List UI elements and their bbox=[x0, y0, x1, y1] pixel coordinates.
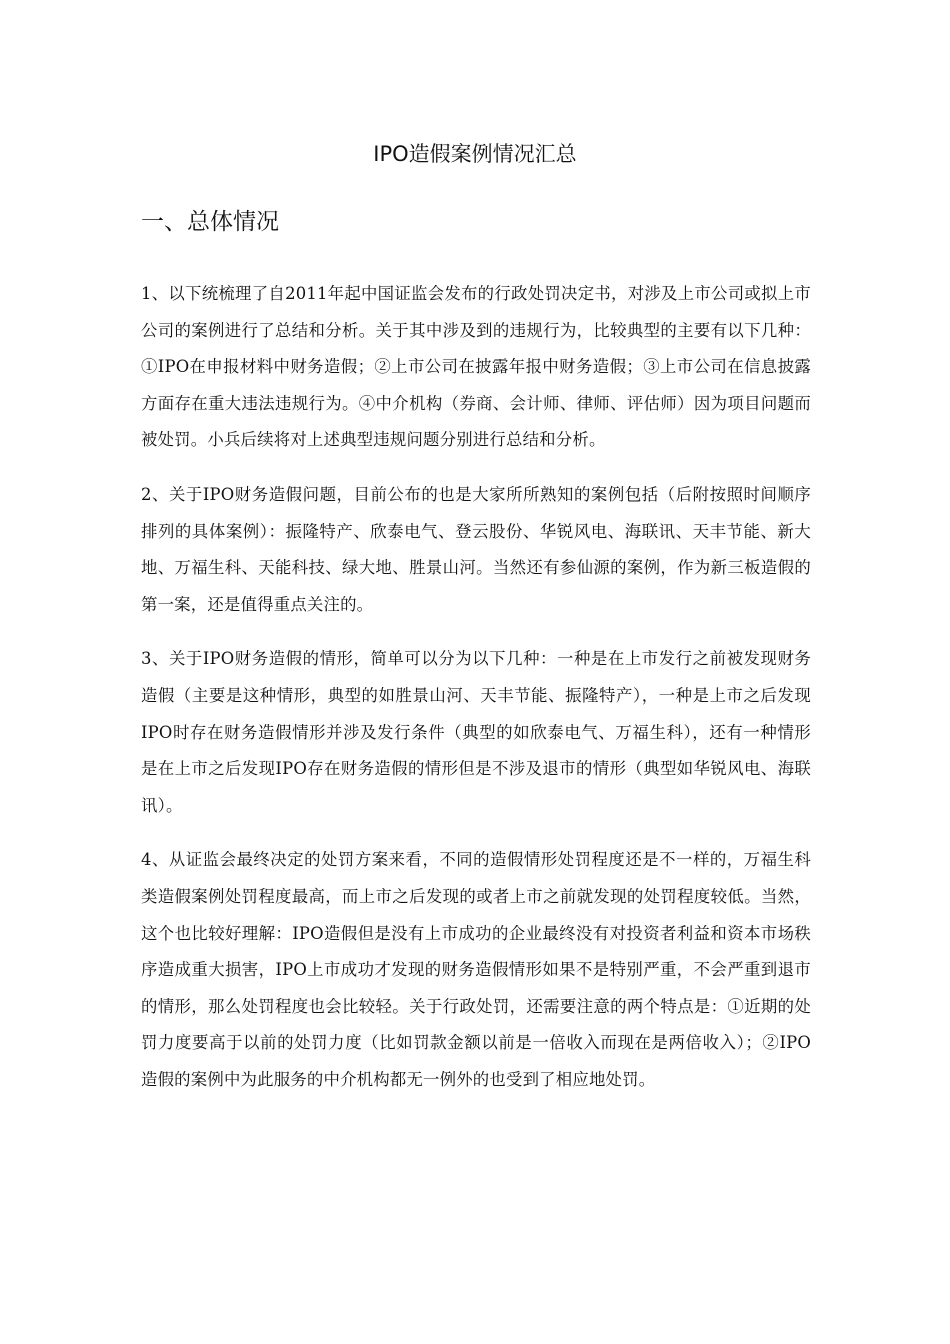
paragraph-4: 4、从证监会最终决定的处罚方案来看，不同的造假情形处罚程度还是不一样的，万福生科类造假案例处罚程度最高，而上市之后发现的或者上市之前就发现的处罚程度较低。当然，这个也比较好理解：IPO造假但是没有上市成功的企业最终没有对投资者利益和资本市场秩序造成重大损害，IPO上市成功才发现的财务造假情形如果不是特别严重，不会严重到退市的情形，那么处罚程度也会比较轻。关于行政处罚，还需要注意的两个特点是：①近期的处罚力度要高于以前的处罚力度（比如罚款金额以前是一倍收入而现在是两倍收入）；②IPO造假的案例中为此服务的中介机构都无一例外的也受到了相应地处罚。 bbox=[141, 850, 811, 1089]
paragraph-2: 2、关于IPO财务造假问题，目前公布的也是大家所所熟知的案例包括（后附按照时间顺序排列的具体案例）：振隆特产、欣泰电气、登云股份、华锐风电、海联讯、天丰节能、新大地、万福生科、天能科技、绿大地、胜景山河。当然还有参仙源的案例，作为新三板造假的第一案，还是值得重点关注的。 bbox=[141, 484, 811, 614]
paragraph-1: 1、以下统梳理了自2011年起中国证监会发布的行政处罚决定书，对涉及上市公司或拟上市公司的案例进行了总结和分析。关于其中涉及到的违规行为，比较典型的主要有以下几种：①IPO在申报材料中财务造假；②上市公司在披露年报中财务造假；③上市公司在信息披露方面存在重大违法违规行为。④中介机构（券商、会计师、律师、评估师）因为项目问题而被处罚。小兵后续将对上述典型违规问题分别进行总结和分析。 bbox=[141, 284, 811, 450]
section-heading: 一、总体情况 bbox=[141, 209, 279, 235]
document-title: IPO造假案例情况汇总 bbox=[373, 142, 577, 166]
paragraph-3: 3、关于IPO财务造假的情形，简单可以分为以下几种：一种是在上市发行之前被发现财务造假（主要是这种情形，典型的如胜景山河、天丰节能、振隆特产），一种是上市之后发现IPO时存在财务造假情形并涉及发行条件（典型的如欣泰电气、万福生科），还有一种情形是在上市之后发现IPO存在财务造假的情形但是不涉及退市的情形（典型如华锐风电、海联讯）。 bbox=[141, 649, 811, 815]
document-body bbox=[141, 276, 811, 1116]
